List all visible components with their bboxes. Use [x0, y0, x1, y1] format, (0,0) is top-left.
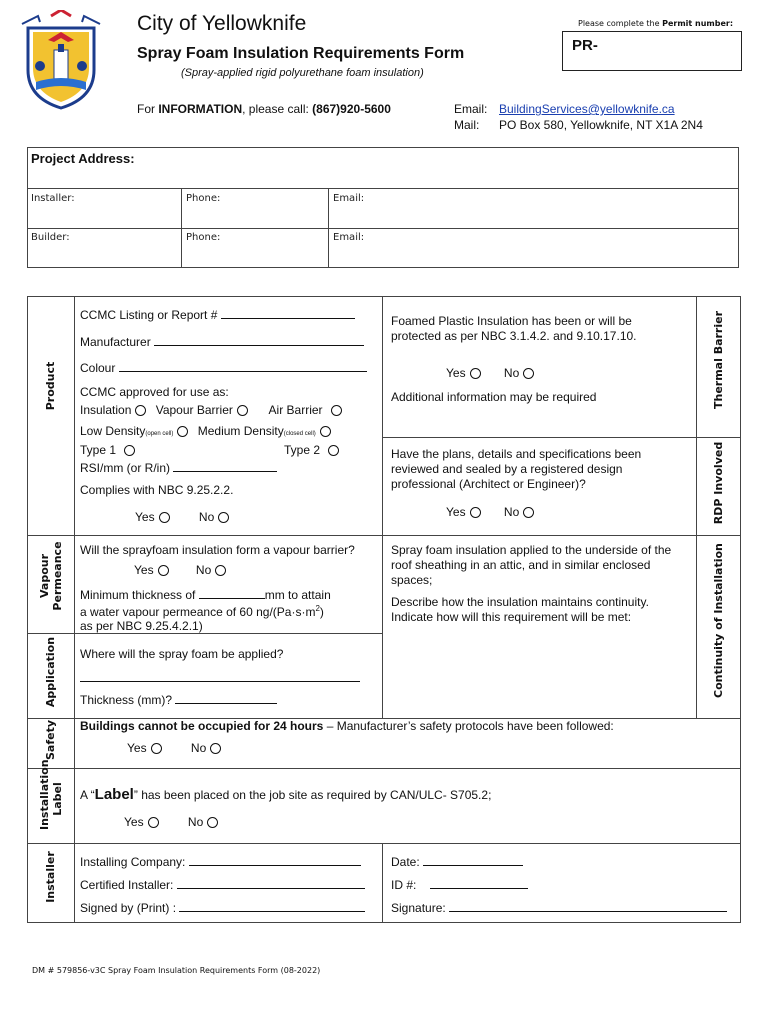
- certified-installer-row[interactable]: [80, 876, 365, 892]
- date-label: Date:: [391, 855, 420, 869]
- vapour-barrier-label: Vapour Barrier: [155, 403, 233, 417]
- insulation-label: Insulation: [80, 403, 132, 417]
- vapour-min-thickness: [80, 586, 380, 633]
- date-line[interactable]: [423, 853, 523, 866]
- permit-prompt-bold: Permit number:: [662, 19, 734, 28]
- certified-installer-label: Certified Installer:: [80, 878, 174, 892]
- type2-label: Type 2: [284, 443, 321, 457]
- footer-doc-id: DM # 579856-v3C Spray Foam Insulation Requirements Form (08-2022): [32, 966, 321, 975]
- vapour-line1: Vapour: [38, 553, 51, 599]
- date-row[interactable]: [391, 853, 523, 869]
- certified-installer-line[interactable]: [177, 876, 365, 889]
- product-no-radio[interactable]: [218, 512, 229, 523]
- thermal-yes-radio[interactable]: [470, 368, 481, 379]
- mail-label: Mail:: [454, 118, 480, 132]
- low-density-label: Low Density: [80, 424, 146, 438]
- label-yes-radio[interactable]: [148, 817, 159, 828]
- type2-row: [284, 443, 339, 457]
- rdp-yes-no: [446, 505, 534, 519]
- installing-company-line[interactable]: [189, 853, 361, 866]
- safety-text: [80, 719, 614, 733]
- thermal-no-radio[interactable]: [523, 368, 534, 379]
- safety-no-label: No: [190, 741, 207, 755]
- vapour-barrier-radio[interactable]: [237, 405, 248, 416]
- vapour-question: Will the sprayfoam insulation form a vapour barrier?: [80, 543, 355, 557]
- manufacturer-row[interactable]: [80, 333, 364, 349]
- signed-by-row[interactable]: [80, 899, 365, 915]
- medium-density-label: Medium Density: [197, 424, 284, 438]
- safety-yes-radio[interactable]: [151, 743, 162, 754]
- installer-label[interactable]: Installer:: [31, 193, 75, 204]
- air-barrier-radio[interactable]: [331, 405, 342, 416]
- builder-label[interactable]: Builder:: [31, 232, 70, 243]
- signature-label: Signature:: [391, 901, 446, 915]
- rdp-no-radio[interactable]: [523, 507, 534, 518]
- thermal-additional: Additional information may be required: [391, 390, 597, 404]
- type2-radio[interactable]: [328, 445, 339, 456]
- vapour-yes-radio[interactable]: [158, 565, 169, 576]
- application-question: Where will the spray foam be applied?: [80, 647, 284, 661]
- permit-prefix: PR-: [572, 37, 598, 54]
- thermal-yes-label: Yes: [446, 366, 466, 380]
- product-yes-radio[interactable]: [159, 512, 170, 523]
- use-as-row: [80, 403, 342, 417]
- vapour-min-e: as per NBC 9.25.4.2.1): [80, 619, 203, 633]
- continuity-describe: Describe how the insulation maintains continuity. Indicate how will this requirement will be met:: [391, 595, 649, 624]
- permit-prompt-text: Please complete the: [578, 19, 660, 28]
- label-line2: Label: [51, 782, 64, 816]
- info-bold: INFORMATION: [158, 102, 243, 116]
- safety-bold: Buildings cannot be occupied for 24 hours: [80, 719, 324, 733]
- vapour-min-d: ): [319, 605, 324, 619]
- rsi-row[interactable]: [80, 459, 277, 475]
- closed-cell-label: (closed cell): [283, 431, 316, 437]
- section-safety: Safety: [44, 719, 57, 761]
- vapour-line2: Permeance: [51, 541, 64, 611]
- thermal-yes-no: [446, 366, 534, 380]
- label-no-radio[interactable]: [207, 817, 218, 828]
- form-subtitle: (Spray-applied rigid polyurethane foam insulation): [181, 67, 424, 79]
- builder-phone-label[interactable]: Phone:: [186, 232, 221, 243]
- continuity-text: Spray foam insulation applied to the underside of the roof sheathing in an attic, and in similar enclosed spaces;: [391, 543, 672, 587]
- info-prefix: For: [137, 102, 155, 116]
- info-line: [137, 102, 391, 116]
- ccmc-listing-label: CCMC Listing or Report #: [80, 308, 218, 322]
- thickness-row[interactable]: [80, 691, 277, 707]
- safety-yes-no: [127, 741, 221, 755]
- label-no-label: No: [187, 815, 204, 829]
- ccmc-listing-row[interactable]: [80, 306, 355, 322]
- rsi-line[interactable]: [173, 459, 277, 472]
- product-yes-label: Yes: [135, 510, 155, 524]
- permit-number-field[interactable]: [562, 31, 742, 71]
- label-yes-no: [124, 815, 218, 829]
- low-density-radio[interactable]: [177, 426, 188, 437]
- installer-phone-label[interactable]: Phone:: [186, 193, 221, 204]
- vapour-min-a: Minimum thickness of: [80, 588, 196, 602]
- manufacturer-line[interactable]: [154, 333, 364, 346]
- section-application: Application: [44, 636, 57, 708]
- thickness-label: Thickness (mm)?: [80, 693, 173, 707]
- ccmc-approved-label: CCMC approved for use as:: [80, 385, 229, 399]
- vapour-no-label: No: [195, 563, 212, 577]
- complies-label: Complies with NBC 9.25.2.2.: [80, 483, 234, 497]
- label-yes-label: Yes: [124, 815, 144, 829]
- email-link[interactable]: BuildingServices@yellowknife.ca: [499, 102, 675, 116]
- manufacturer-label: Manufacturer: [80, 335, 151, 349]
- city-name: City of Yellowknife: [137, 12, 307, 35]
- installing-company-row[interactable]: [80, 853, 361, 869]
- open-cell-label: (open cell): [145, 431, 174, 437]
- section-vapour-permeance: [38, 536, 64, 616]
- mail-address: PO Box 580, Yellowknife, NT X1A 2N4: [499, 118, 703, 132]
- type1-radio[interactable]: [124, 445, 135, 456]
- medium-density-radio[interactable]: [320, 426, 331, 437]
- air-barrier-label: Air Barrier: [268, 403, 323, 417]
- vapour-yes-label: Yes: [134, 563, 154, 577]
- section-installation-label: [38, 759, 64, 830]
- rdp-yes-label: Yes: [446, 505, 466, 519]
- safety-yes-label: Yes: [127, 741, 147, 755]
- id-row[interactable]: [391, 876, 528, 892]
- vapour-min-sup: 2: [315, 604, 320, 613]
- email-label: Email:: [454, 102, 488, 116]
- safety-no-radio[interactable]: [210, 743, 221, 754]
- section-product: Product: [44, 361, 57, 411]
- vapour-no-radio[interactable]: [215, 565, 226, 576]
- rdp-yes-radio[interactable]: [470, 507, 481, 518]
- builder-email-label[interactable]: Email:: [333, 232, 365, 243]
- vapour-min-c: a water vapour permeance of 60 ng/(Pa·s·m: [80, 605, 316, 619]
- vapour-yes-no: [134, 563, 226, 577]
- thickness-line[interactable]: [175, 691, 277, 704]
- installer-email-label[interactable]: Email:: [333, 193, 365, 204]
- rdp-text: Have the plans, details and specifications been reviewed and sealed by a registered design professional (Architect or Engineer)?: [391, 447, 642, 491]
- density-row: [80, 424, 331, 438]
- safety-rest: – Manufacturer’s safety protocols have been followed:: [323, 719, 614, 733]
- label-rest: ” has been placed on the job site as required by CAN/ULC- S705.2;: [133, 788, 492, 802]
- project-address-label: Project Address:: [31, 151, 135, 166]
- rsi-label: RSI/mm (or R/in): [80, 461, 170, 475]
- thermal-no-label: No: [503, 366, 520, 380]
- application-line[interactable]: [80, 681, 360, 682]
- insulation-radio[interactable]: [135, 405, 146, 416]
- form-title: Spray Foam Insulation Requirements Form: [137, 45, 465, 62]
- installing-company-label: Installing Company:: [80, 855, 186, 869]
- section-continuity: Continuity of Installation: [712, 543, 725, 698]
- id-label: ID #:: [391, 878, 417, 892]
- ccmc-listing-line[interactable]: [221, 306, 355, 319]
- id-line[interactable]: [430, 876, 528, 889]
- thermal-text: Foamed Plastic Insulation has been or will be protected as per NBC 3.1.4.2. and 9.10.17.10.: [391, 314, 637, 343]
- city-crest-logo: [18, 10, 104, 110]
- rdp-no-label: No: [503, 505, 520, 519]
- vapour-min-b: mm to attain: [264, 588, 331, 602]
- label-prefix: A “: [80, 788, 95, 802]
- type1-row: [80, 443, 135, 457]
- signed-by-label: Signed by (Print) :: [80, 901, 177, 915]
- label-text: [80, 786, 491, 803]
- type1-label: Type 1: [80, 443, 117, 457]
- product-yes-no: [135, 510, 229, 524]
- section-installer: Installer: [44, 851, 57, 903]
- info-mid: , please call:: [242, 102, 309, 116]
- info-phone: (867)920-5600: [312, 102, 391, 116]
- section-rdp-involved: RDP Involved: [712, 441, 725, 525]
- colour-label: Colour: [80, 361, 116, 375]
- vapour-min-line[interactable]: [199, 586, 265, 599]
- signature-line[interactable]: [449, 899, 727, 912]
- colour-line[interactable]: [119, 359, 367, 372]
- signature-row[interactable]: [391, 899, 727, 915]
- signed-by-line[interactable]: [179, 899, 365, 912]
- label-line1: Installation: [38, 759, 51, 830]
- product-no-label: No: [198, 510, 215, 524]
- label-bold: Label: [94, 786, 134, 803]
- section-thermal-barrier: Thermal Barrier: [712, 310, 725, 410]
- colour-row[interactable]: [80, 359, 367, 375]
- permit-prompt: [578, 19, 733, 28]
